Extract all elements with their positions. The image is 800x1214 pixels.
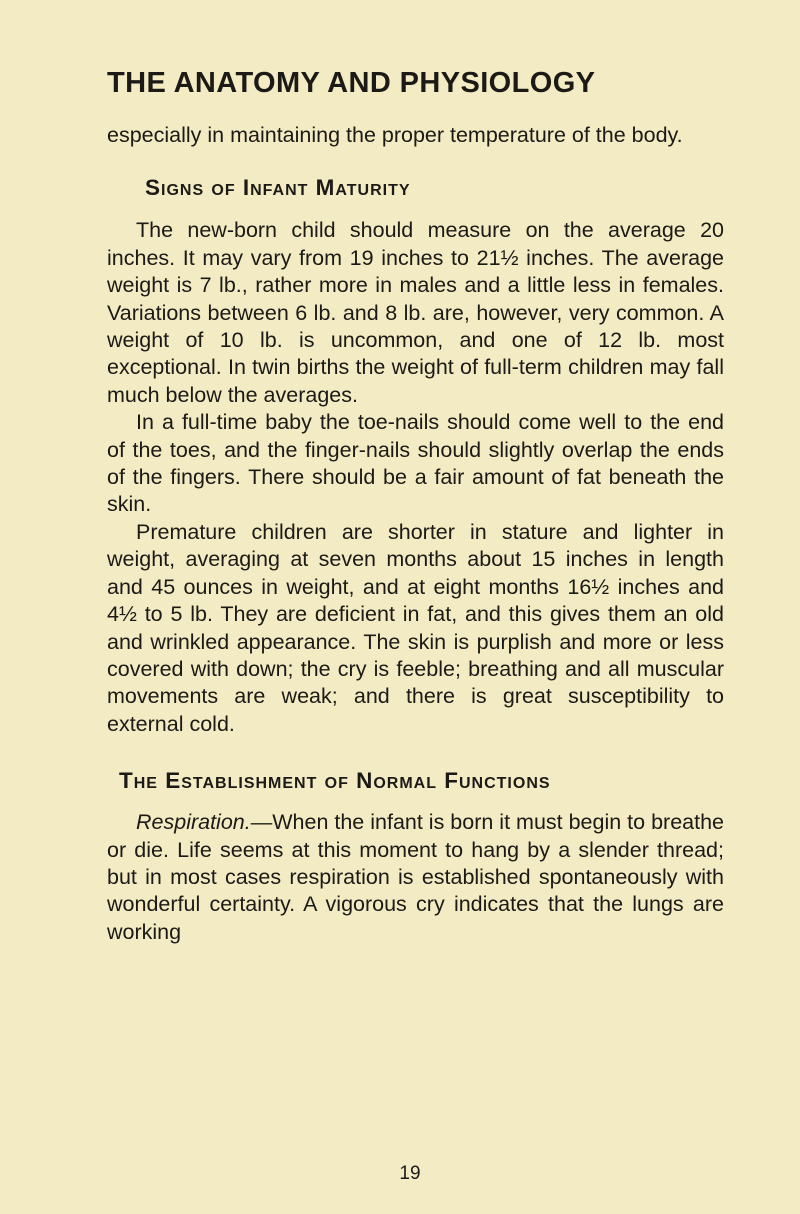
run-in-heading-respiration: Respiration. <box>136 810 251 835</box>
paragraph-full-time-signs: In a full-time baby the toe-nails should come well to the end of the toes, and the finger-nails should slightly overlap the ends of the fingers. There should be a fair amount of fat beneath the skin. <box>107 410 724 517</box>
running-head: THE ANATOMY AND PHYSIOLOGY <box>107 67 596 99</box>
page-number: 19 <box>399 1163 421 1184</box>
section-heading-normal-functions: The Establishment of Normal Functions <box>119 768 551 794</box>
run-in-dash: — <box>250 810 273 835</box>
paragraph-average-measurements: The new-born child should measure on the average 20 inches. It may vary from 19 inches to 21½ inches. The average weight is 7 lb., rather more in males and a little less in females. Variations between 6 lb. and 8 lb. are, however, very common. A weight of 10 lb. is uncommon, and one of 12 lb. most exceptional. In twin births the weight of full-term children may fall much below the averages. <box>107 218 724 407</box>
paragraph-premature-children: Premature children are shorter in stature and lighter in weight, averaging at seven months about 15 inches in length and 45 ounces in weight, and at eight months 16½ inches and 4½ to 5 lb. They are deficient in fat, and this gives them an old and wrinkled appearance. The skin is purplish and more or less covered with down; the cry is feeble; breathing and all muscular movements are weak; and there is great susceptibility to external cold. <box>107 519 724 736</box>
respiration-text: When the infant is born it must begin to breathe or die. Life seems at this moment to hang by a slender thread; but in most cases respiration is established spontaneously with wonderful certainty. A vigorous cry indicates that the lungs are working <box>107 810 724 944</box>
continued-paragraph: especially in maintaining the proper temperature of the body. <box>107 123 683 147</box>
paragraph-respiration <box>107 809 724 946</box>
page-body <box>107 122 724 946</box>
section-heading-signs-of-infant-maturity: Signs of Infant Maturity <box>145 175 411 201</box>
